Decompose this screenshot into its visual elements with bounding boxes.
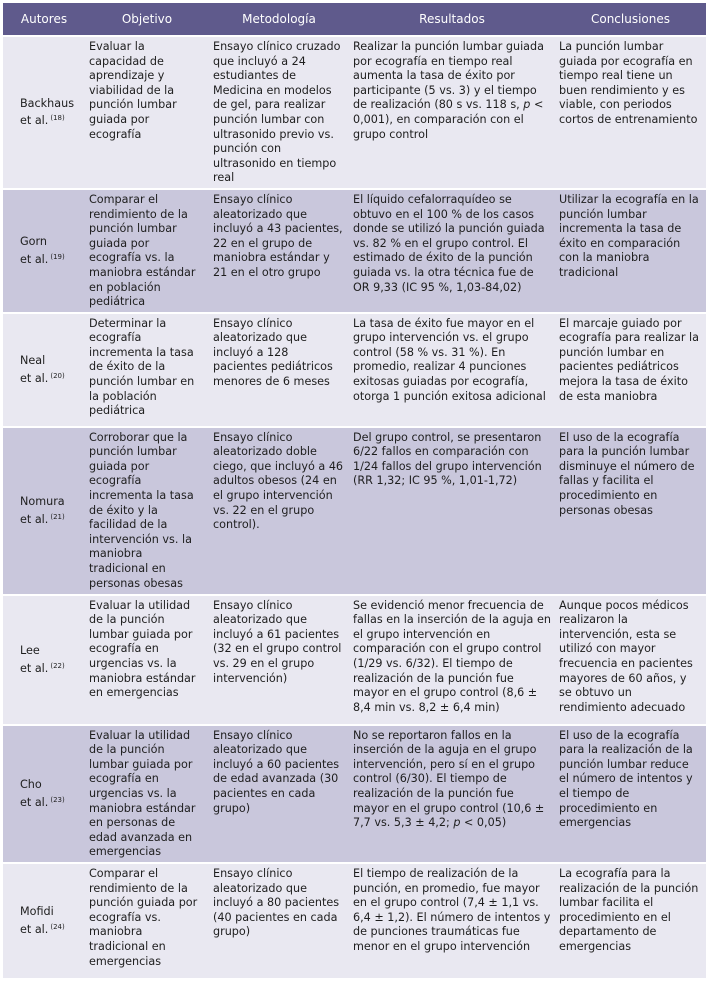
cell-objetivo: Determinar la ecografía incrementa la tasa de éxito de la punción lumbar en la población pediátrica	[85, 314, 209, 428]
author-etal: et al.	[20, 252, 49, 266]
table-header-row	[3, 3, 706, 37]
cell-autores	[3, 864, 85, 980]
cell-resultados	[349, 428, 555, 596]
resultados-text: El tiempo de realización de la punción, en promedio, fue mayor en el grupo control (7,4 ± 1,1 vs. 6,4 ± 1,2). El número de intentos y de punciones traumáticas fue menor en el grupo intervención	[353, 867, 551, 953]
cell-objetivo: Evaluar la utilidad de la punción lumbar guiada por ecografía en urgencias vs. la maniobra estándar en emergencias	[85, 596, 209, 726]
cell-conclusiones: El uso de la ecografía para la realización de la punción lumbar reduce el número de intentos y el tiempo de procedimiento en emergencias	[555, 726, 706, 864]
author-etal: et al.	[20, 114, 49, 128]
cell-autores	[3, 190, 85, 314]
resultados-text: Se evidenció menor frecuencia de fallas en la inserción de la aguja en el grupo intervención en comparación con el grupo control (1/29 vs. 6/32). El tiempo de realización de la punción fue mayor en el grupo control (8,6 ± 8,4 min vs. 8,2 ± 6,4 min)	[353, 598, 551, 714]
cell-conclusiones: Aunque pocos médicos realizaron la intervención, esta se utilizó con mayor frecuencia en pacientes mayores de 60 años, y se obtuvo un rendimiento adecuado	[555, 596, 706, 726]
cell-resultados	[349, 596, 555, 726]
reference-number: (20)	[50, 371, 65, 380]
p-value-symbol: p	[523, 98, 531, 112]
cell-resultados	[349, 864, 555, 980]
cell-objetivo: Comparar el rendimiento de la punción guiada por ecografía vs. maniobra tradicional en emergencias	[85, 864, 209, 980]
cell-objetivo: Evaluar la capacidad de aprendizaje y viabilidad de la punción lumbar guiada por ecografía	[85, 37, 209, 190]
table-row	[3, 596, 706, 726]
header-objetivo: Objetivo	[85, 3, 209, 37]
table-row	[3, 428, 706, 596]
cell-conclusiones: El uso de la ecografía para la punción lumbar disminuye el número de fallas y facilita el procedimiento en personas obesas	[555, 428, 706, 596]
cell-metodologia: Ensayo clínico cruzado que incluyó a 24 estudiantes de Medicina en modelos de gel, para realizar punción lumbar con ultrasonido previo vs. punción con ultrasonido en tiempo real	[209, 37, 349, 190]
cell-resultados	[349, 726, 555, 864]
cell-objetivo: Evaluar la utilidad de la punción lumbar guiada por ecografía en urgencias vs. la maniobra estándar en personas de edad avanzada en emergencias	[85, 726, 209, 864]
author-name: Nomura	[20, 495, 65, 509]
resultados-text: Del grupo control, se presentaron 6/22 fallos en comparación con 1/24 fallos del grupo intervención (RR 1,32; IC 95 %, 1,01-1,72)	[353, 430, 542, 488]
cell-metodologia: Ensayo clínico aleatorizado que incluyó a 60 pacientes de edad avanzada (30 pacientes en cada grupo)	[209, 726, 349, 864]
cell-metodologia: Ensayo clínico aleatorizado doble ciego, que incluyó a 46 adultos obesos (24 en el grupo intervención vs. 22 en el grupo control).	[209, 428, 349, 596]
author-name: Cho	[20, 778, 42, 792]
reference-number: (23)	[50, 795, 65, 804]
reference-number: (22)	[50, 661, 65, 670]
header-resultados: Resultados	[349, 3, 555, 37]
cell-metodologia: Ensayo clínico aleatorizado que incluyó a 61 pacientes (32 en el grupo control vs. 29 en el grupo intervención)	[209, 596, 349, 726]
cell-autores	[3, 314, 85, 428]
author-name: Lee	[20, 644, 40, 658]
cell-resultados	[349, 37, 555, 190]
header-autores: Autores	[3, 3, 85, 37]
resultados-text: El líquido cefalorraquídeo se obtuvo en el 100 % de los casos donde se utilizó la punción guiada vs. 82 % en el grupo control. El estimado de éxito de la punción guiada vs. la otra técnica fue de OR 9,33 (IC 95 %, 1,03-84,02)	[353, 192, 545, 294]
studies-table	[3, 3, 706, 980]
cell-resultados	[349, 190, 555, 314]
resultados-text: No se reportaron fallos en la inserción de la aguja en el grupo intervención, pero sí en el grupo control (6/30). El tiempo de realización de la punción fue mayor en el grupo control (10,6 ± 7,7 vs. 5,3 ± 4,2;	[353, 728, 545, 830]
author-etal-line	[20, 369, 81, 387]
cell-autores	[3, 596, 85, 726]
author-name: Backhaus	[20, 96, 75, 110]
author-etal: et al.	[20, 512, 49, 526]
table-row	[3, 190, 706, 314]
cell-metodologia: Ensayo clínico aleatorizado que incluyó a 43 pacientes, 22 en el grupo de maniobra estándar y 21 en el otro grupo	[209, 190, 349, 314]
author-etal: et al.	[20, 923, 49, 937]
author-etal: et al.	[20, 661, 49, 675]
p-value-symbol: p	[453, 816, 461, 830]
cell-objetivo: Corroborar que la punción lumbar guiada por ecografía incrementa la tasa de éxito y la facilidad de la intervención vs. la maniobra tradicional en personas obesas	[85, 428, 209, 596]
reference-number: (21)	[50, 512, 65, 521]
table-body	[3, 37, 706, 980]
author-name: Gorn	[20, 235, 48, 249]
author-etal-line	[20, 920, 81, 938]
author-etal: et al.	[20, 795, 49, 809]
author-etal-line	[20, 111, 81, 129]
reference-number: (18)	[50, 114, 65, 123]
author-etal: et al.	[20, 371, 49, 385]
resultados-text: La tasa de éxito fue mayor en el grupo intervención vs. el grupo control (58 % vs. 31 %). En promedio, realizar 4 punciones exitosas guiadas por ecografía, otorga 1 punción exitosa adicional	[353, 316, 546, 403]
cell-autores	[3, 726, 85, 864]
resultados-text-cont: < 0,05)	[460, 816, 507, 830]
resultados-text-cont: < 0,001), en comparación con el grupo control	[353, 98, 544, 141]
cell-objetivo: Comparar el rendimiento de la punción lumbar guiada por ecografía vs. la maniobra estándar en población pediátrica	[85, 190, 209, 314]
cell-conclusiones: La ecografía para la realización de la punción lumbar facilita el procedimiento en el departamento de emergencias	[555, 864, 706, 980]
cell-conclusiones: Utilizar la ecografía en la punción lumbar incrementa la tasa de éxito en comparación con la maniobra tradicional	[555, 190, 706, 314]
author-name: Mofidi	[20, 905, 54, 919]
cell-conclusiones: El marcaje guiado por ecografía para realizar la punción lumbar en pacientes pediátricos mejora la tasa de éxito de esta maniobra	[555, 314, 706, 428]
cell-resultados	[349, 314, 555, 428]
studies-table-container	[3, 3, 706, 980]
cell-autores	[3, 37, 85, 190]
reference-number: (24)	[50, 923, 65, 932]
cell-metodologia: Ensayo clínico aleatorizado que incluyó a 128 pacientes pediátricos menores de 6 meses	[209, 314, 349, 428]
header-metodologia: Metodología	[209, 3, 349, 37]
author-etal-line	[20, 250, 81, 268]
table-row	[3, 37, 706, 190]
author-etal-line	[20, 510, 81, 528]
table-row	[3, 314, 706, 428]
reference-number: (19)	[50, 252, 65, 261]
cell-autores	[3, 428, 85, 596]
table-row	[3, 864, 706, 980]
cell-conclusiones: La punción lumbar guiada por ecografía en tiempo real tiene un buen rendimiento y es viable, con periodos cortos de entrenamiento	[555, 37, 706, 190]
header-conclusiones: Conclusiones	[555, 3, 706, 37]
author-etal-line	[20, 659, 81, 677]
author-etal-line	[20, 793, 81, 811]
cell-metodologia: Ensayo clínico aleatorizado que incluyó a 80 pacientes (40 pacientes en cada grupo)	[209, 864, 349, 980]
resultados-text: Realizar la punción lumbar guiada por ecografía en tiempo real aumenta la tasa de éxito por participante (5 vs. 3) y el tiempo de realización (80 s vs. 118 s,	[353, 40, 544, 112]
table-row	[3, 726, 706, 864]
author-name: Neal	[20, 354, 46, 368]
